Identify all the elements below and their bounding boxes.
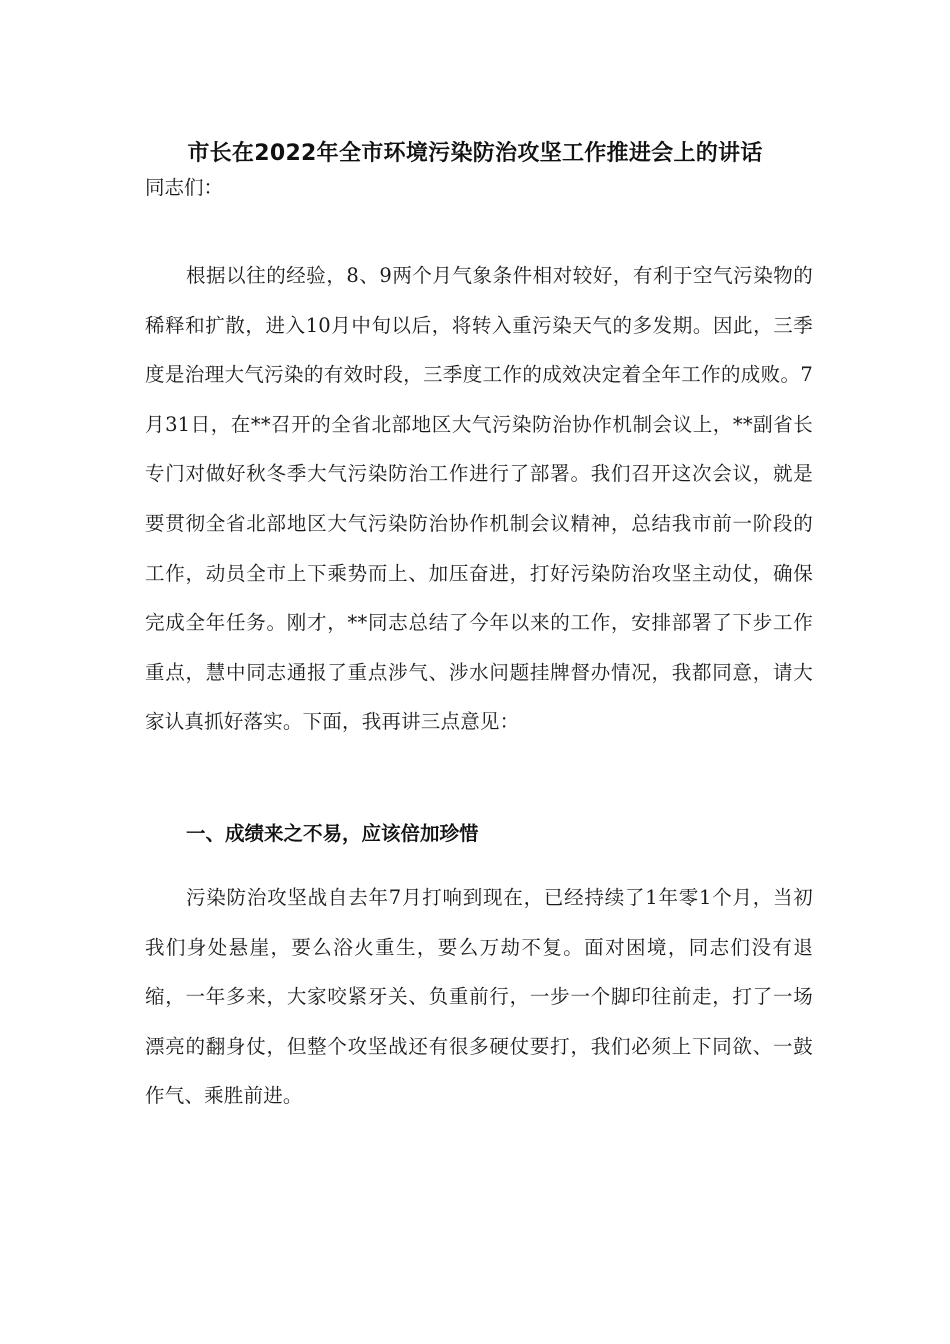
salutation: 同志们：	[145, 176, 224, 199]
body-paragraph-1: 根据以往的经验，8、9两个月气象条件相对较好，有利于空气污染物的稀释和扩散，进入10月中旬以后，将转入重污染天气的多发期。因此，三季度是治理大气污染的有效时段，三季度工作的成效决定着全年工作的成败。7月31日，在**召开的全省北部地区大气污染防治协作机制会议上，**副省长专门对做好秋冬季大气污染防治工作进行了部署。我们召开这次会议，就是要贯彻全省北部地区大气污染防治协作机制会议精神，总结我市前一阶段的工作，动员全市上下乘势而上、加压奋进，打好污染防治攻坚主动仗，确保完成全年任务。刚才，**同志总结了今年以来的工作，安排部署了下步工作重点，慧中同志通报了重点涉气、涉水问题挂牌督办情况，我都同意，请大家认真抓好落实。下面，我再讲三点意见：	[145, 264, 813, 734]
section-heading-1: 一、成绩来之不易，应该倍加珍惜	[186, 822, 479, 845]
document-title: 市长在2022年全市环境污染防治攻坚工作推进会上的讲话	[187, 141, 763, 166]
body-paragraph-2: 污染防治攻坚战自去年7月打响到现在，已经持续了1年零1个月，当初我们身处悬崖，要么浴火重生，要么万劫不复。面对困境，同志们没有退缩，一年多来，大家咬紧牙关、负重前行，一步一个脚印往前走，打了一场漂亮的翻身仗，但整个攻坚战还有很多硬仗要打，我们必须上下同欲、一鼓作气、乘胜前进。	[145, 886, 813, 1108]
